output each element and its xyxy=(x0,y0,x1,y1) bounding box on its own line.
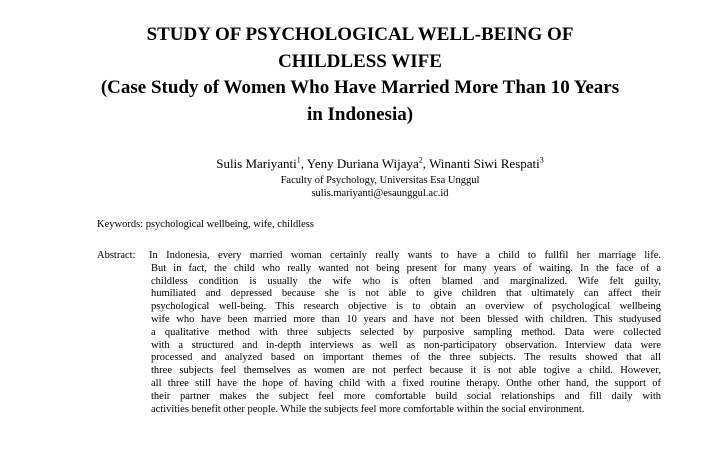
keywords-section xyxy=(97,219,314,231)
author-name: Yeny Duriana Wijaya xyxy=(306,156,419,171)
abstract-line: humiliated and depressed because she is not able to give children that ultimately can affect their xyxy=(151,288,661,300)
affiliation: Faculty of Psychology, Universitas Esa Unggul xyxy=(280,175,480,186)
author-affiliation-marker: 2 xyxy=(418,155,423,165)
paper-title xyxy=(60,22,660,128)
keywords-text: psychological wellbeing, wife, childless xyxy=(145,219,314,230)
author-separator: , xyxy=(422,156,430,171)
abstract-body xyxy=(151,250,661,416)
abstract-line: with a structured and in-depth interviews as well as non-participatory observation. Interview data were xyxy=(151,339,661,351)
subtitle-line-2: in Indonesia) xyxy=(306,103,414,125)
author-name: Winanti Siwi Respati xyxy=(429,156,540,171)
abstract-line: their partner makes the subject feel more comfortable build social relationships and fill daily with xyxy=(151,390,661,402)
abstract-line: In Indonesia, every married woman certainly really wants to have a child to fullfil her marriage life. xyxy=(149,250,661,261)
author-affiliation-marker: 1 xyxy=(296,155,301,165)
abstract-label: Abstract: xyxy=(97,250,136,261)
contact-email: sulis.mariyanti@esaunggul.ac.id xyxy=(311,188,449,199)
keywords-label: Keywords: xyxy=(97,219,144,230)
title-line-1: STUDY OF PSYCHOLOGICAL WELL-BEING OF xyxy=(146,24,574,45)
abstract-line: processed and analyzed based on important themes of the three subjects. The results showed that all xyxy=(151,352,661,364)
author-separator: , xyxy=(300,156,307,171)
abstract-line: childless condition is usually the wife who is often blamed and marginalized. Wife felt guilty, xyxy=(151,275,661,287)
title-line-2: CHILDLESS WIFE xyxy=(278,50,442,72)
author-list xyxy=(90,156,670,171)
abstract-line: But in fact, the child who really wanted not being present for many years of waiting. In the face of a xyxy=(151,262,661,274)
abstract-line: three subjects feel themselves as women are not perfect because it is not able togive a child. However, xyxy=(151,365,661,377)
abstract-line: a qualitative method with three subjects selected by purposive sampling method. Data were collected xyxy=(151,326,661,338)
author-name: Sulis Mariyanti xyxy=(216,156,297,171)
author-affiliation-marker: 3 xyxy=(539,155,544,165)
abstract-line: activities benefit other people. While the subjects feel more comfortable within the social environment. xyxy=(151,403,585,415)
subtitle-line-1: (Case Study of Women Who Have Married More Than 10 Years xyxy=(100,77,620,98)
abstract-line: all three still have the hope of having child with a fixed routine therapy. Onthe other hand, the support of xyxy=(151,377,661,389)
abstract-line: wife who have been married more than 10 years and have not been blessed with children. This studyused xyxy=(151,313,661,325)
abstract-line: psychological well-being. This research objective is to obtain an overview of psychological wellbeing xyxy=(151,301,661,313)
